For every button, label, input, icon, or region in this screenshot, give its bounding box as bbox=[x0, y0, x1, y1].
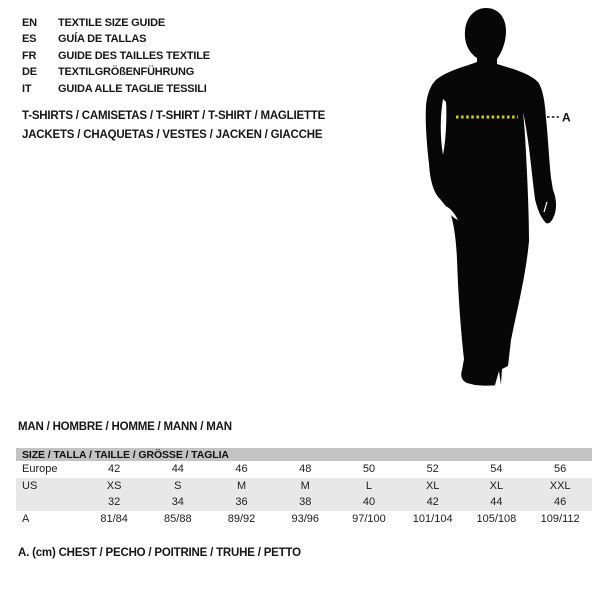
size-cell: 52 bbox=[426, 463, 439, 476]
category-jackets: JACKETS / CHAQUETAS / VESTES / JACKEN / GIACCHE bbox=[22, 128, 323, 141]
size-cell: 105/108 bbox=[476, 512, 517, 525]
size-cell: XL bbox=[401, 478, 465, 495]
lang-label: TEXTILGRÖßENFÜHRUNG bbox=[58, 66, 195, 79]
size-cell: XXL bbox=[528, 478, 592, 495]
table-header-row bbox=[16, 448, 592, 461]
size-cell: M bbox=[210, 478, 274, 495]
size-table bbox=[16, 448, 592, 527]
lang-row-de bbox=[22, 64, 210, 80]
size-cell: 54 bbox=[490, 463, 503, 476]
table-header-label: SIZE / TALLA / TAILLE / GRÖSSE / TAGLIA bbox=[16, 448, 592, 461]
size-cell: 101/104 bbox=[412, 512, 453, 525]
man-silhouette bbox=[426, 8, 556, 386]
size-cell: 36 bbox=[210, 494, 274, 511]
lang-label: TEXTILE SIZE GUIDE bbox=[58, 17, 166, 29]
man-silhouette-figure bbox=[415, 5, 580, 395]
lang-label: GUIDE DES TAILLES TEXTILE bbox=[58, 49, 210, 62]
size-cell: L bbox=[337, 478, 401, 495]
lang-code: IT bbox=[22, 82, 32, 95]
category-tshirts: T-SHIRTS / CAMISETAS / T-SHIRT / T-SHIRT / MAGLIETTE bbox=[22, 110, 326, 122]
size-cell: 85/88 bbox=[164, 512, 192, 525]
size-cell: 38 bbox=[273, 494, 337, 511]
lang-code: DE bbox=[22, 66, 37, 79]
size-cell: 46 bbox=[528, 494, 592, 511]
size-cell: XL bbox=[465, 478, 529, 495]
table-row-chest-a bbox=[16, 511, 592, 528]
lang-code: ES bbox=[22, 33, 37, 46]
table-row-us bbox=[16, 478, 592, 495]
size-cell: 40 bbox=[337, 494, 401, 511]
size-cell: 109/112 bbox=[540, 512, 580, 525]
size-cell: 46 bbox=[235, 463, 248, 476]
size-cell: 48 bbox=[299, 463, 312, 476]
size-cell: S bbox=[146, 478, 210, 495]
lang-row-en bbox=[22, 15, 210, 31]
row-label: US bbox=[16, 478, 82, 495]
lang-code: FR bbox=[22, 49, 37, 62]
size-cell: 34 bbox=[146, 494, 210, 511]
lang-label: GUÍA DE TALLAS bbox=[58, 33, 147, 46]
size-cell: 50 bbox=[362, 463, 376, 476]
size-cell: 32 bbox=[82, 494, 146, 511]
size-cell: 56 bbox=[554, 463, 567, 476]
size-cell: 93/96 bbox=[291, 512, 320, 525]
size-cell: 81/84 bbox=[100, 512, 128, 525]
size-cell: 44 bbox=[171, 463, 184, 476]
measure-label-a: A bbox=[562, 110, 571, 125]
size-cell: 42 bbox=[107, 463, 121, 476]
table-row-europe bbox=[16, 461, 592, 478]
man-silhouette-svg bbox=[415, 5, 580, 395]
lang-row-es bbox=[22, 31, 210, 47]
section-title-man: MAN / HOMBRE / HOMME / MANN / MAN bbox=[18, 421, 232, 433]
language-title-list bbox=[22, 15, 210, 97]
lang-row-it bbox=[22, 81, 210, 97]
size-cell: 44 bbox=[465, 494, 529, 511]
lang-code: EN bbox=[22, 17, 37, 29]
lang-row-fr bbox=[22, 48, 210, 64]
garment-categories bbox=[22, 107, 325, 144]
row-label: A bbox=[22, 512, 30, 525]
size-cell: XS bbox=[82, 478, 146, 495]
row-label bbox=[16, 494, 82, 511]
measurement-footnote: A. (cm) CHEST / PECHO / POITRINE / TRUHE / PETTO bbox=[18, 547, 301, 559]
size-cell: 42 bbox=[401, 494, 465, 511]
size-table-container bbox=[16, 448, 592, 527]
row-label: Europe bbox=[22, 463, 58, 476]
size-cell: M bbox=[273, 478, 337, 495]
size-cell: 97/100 bbox=[352, 512, 386, 525]
table-row-numeric bbox=[16, 494, 592, 511]
lang-label: GUIDA ALLE TAGLIE TESSILI bbox=[58, 82, 207, 95]
size-cell: 89/92 bbox=[227, 512, 256, 525]
